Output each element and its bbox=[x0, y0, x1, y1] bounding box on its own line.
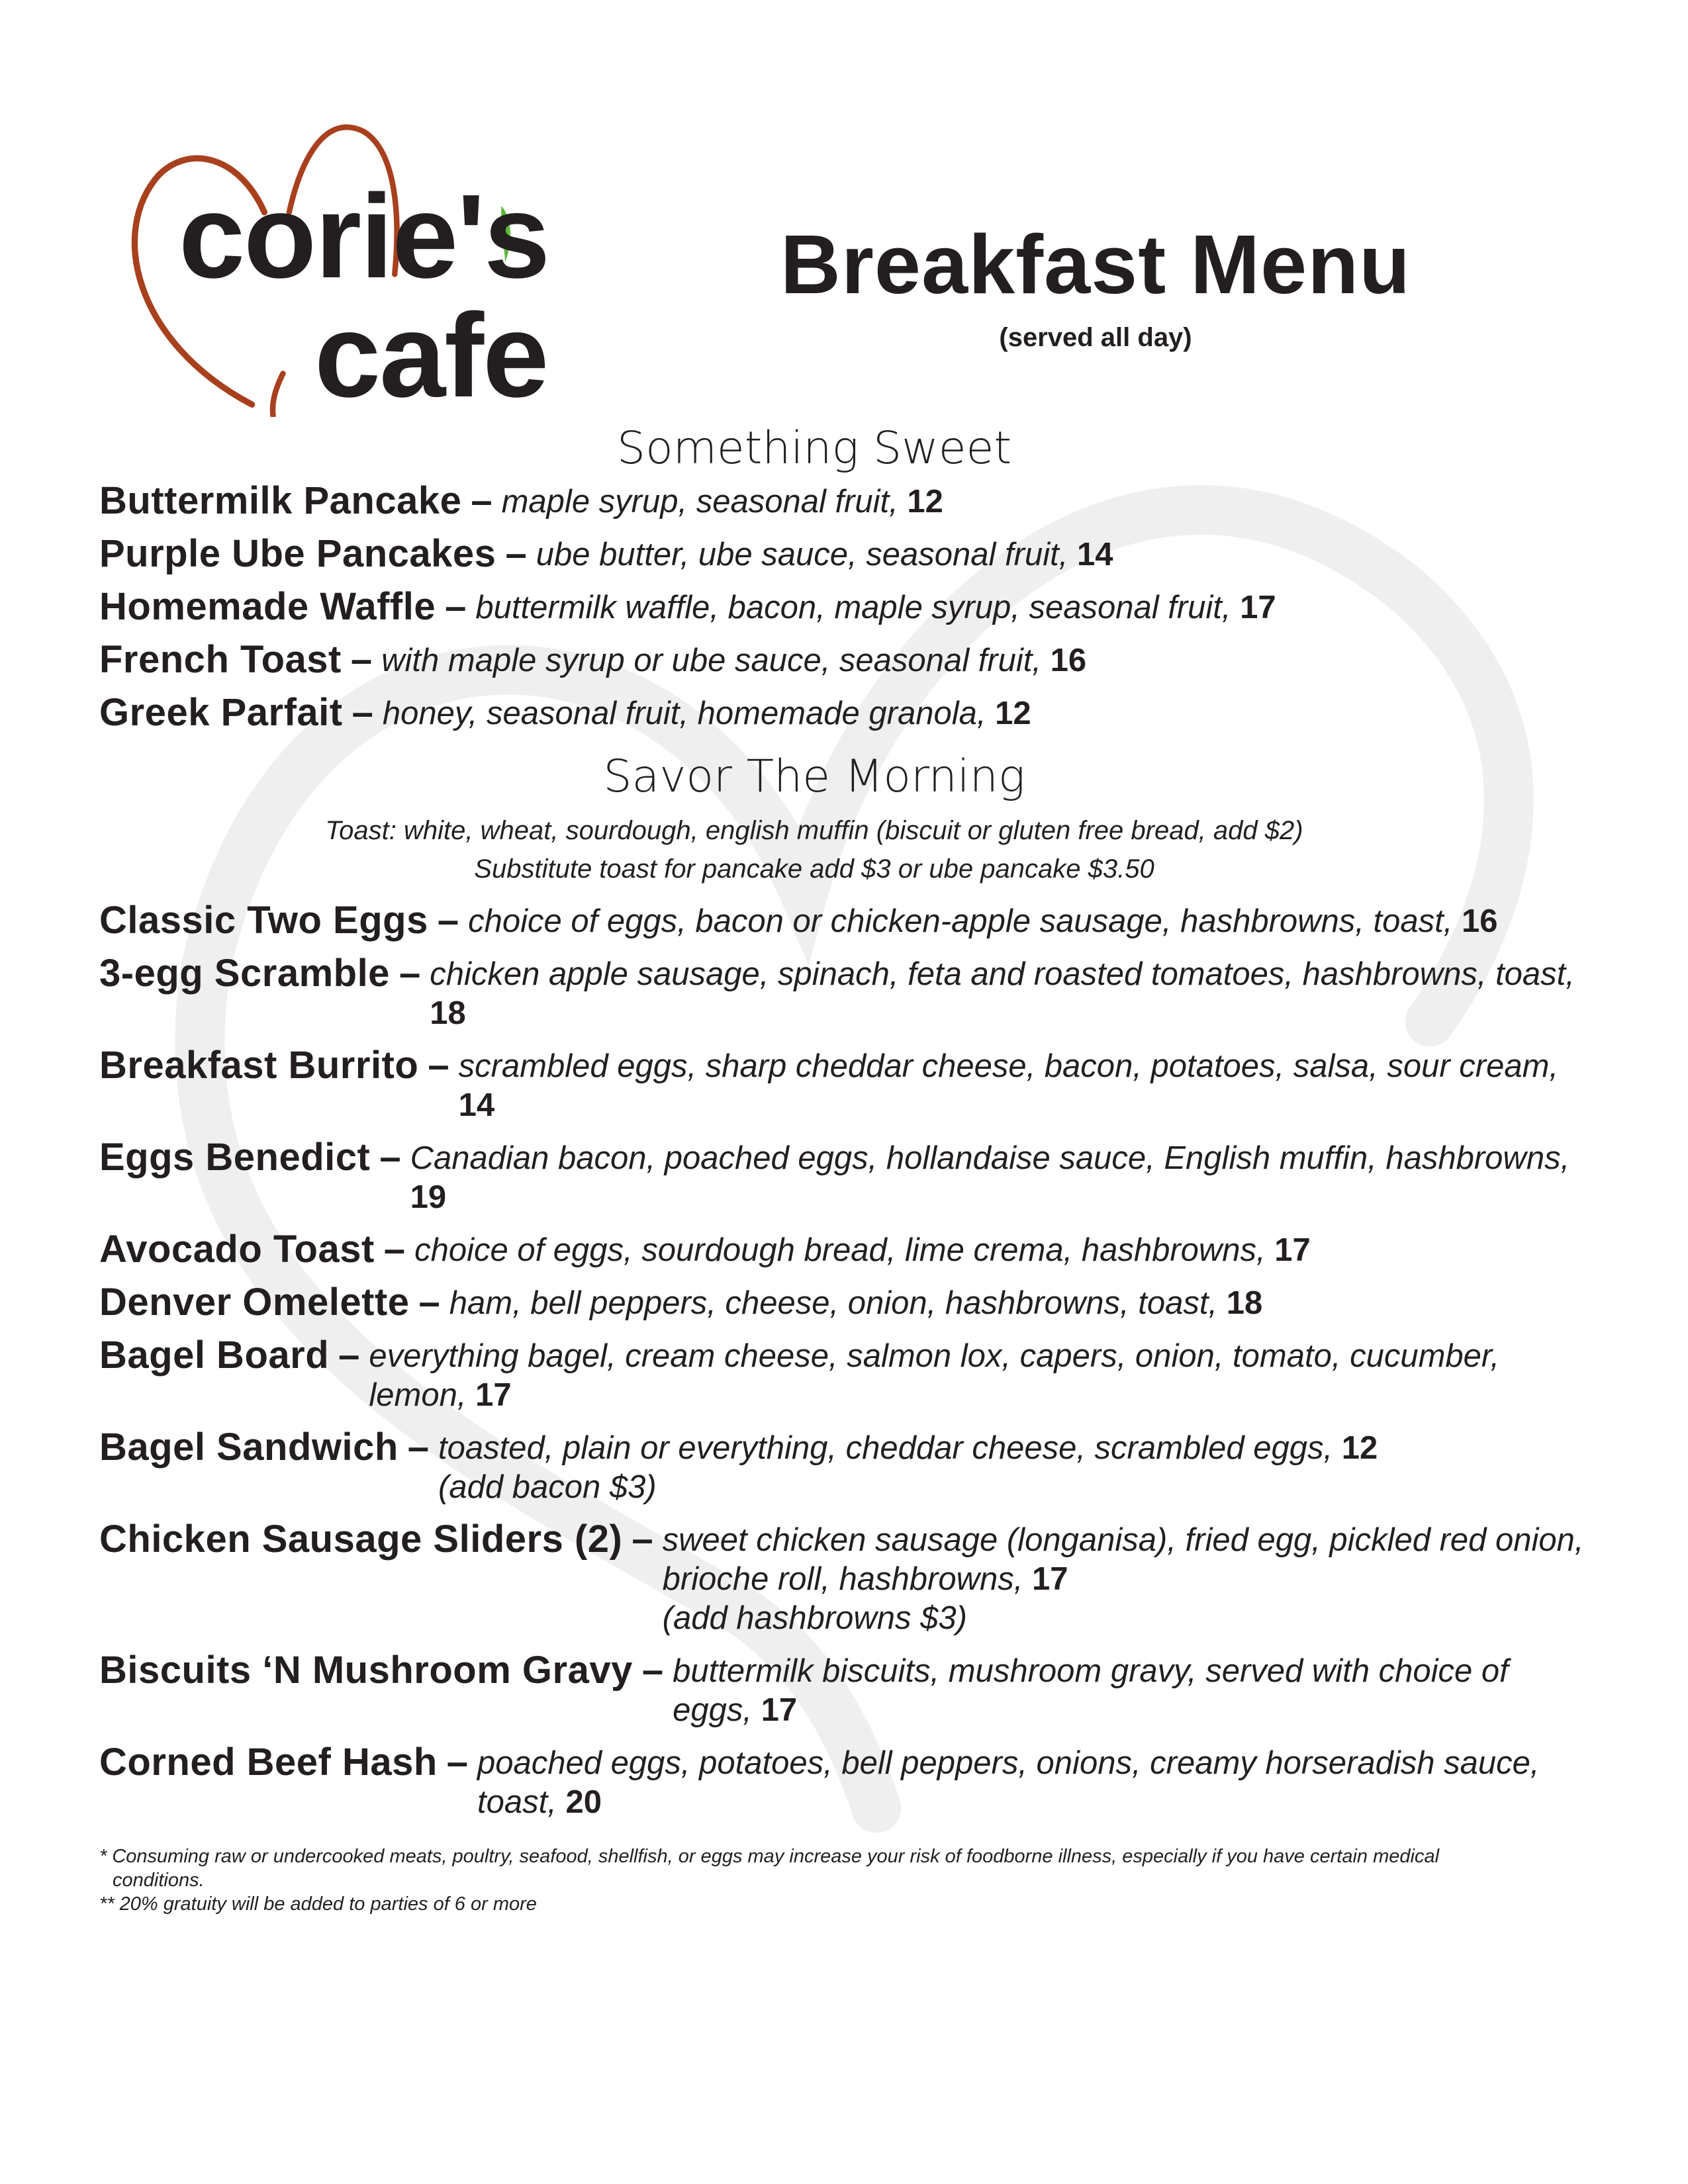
item-desc-text: Canadian bacon, poached eggs, hollandaise sauce, English muffin, hashbrowns, bbox=[410, 1140, 1570, 1176]
item-desc-text: poached eggs, potatoes, bell peppers, onions, creamy horseradish sauce, toast, bbox=[477, 1745, 1540, 1820]
item-name: Breakfast Burrito bbox=[99, 1044, 419, 1087]
menu-item bbox=[99, 586, 1589, 627]
item-desc-text: choice of eggs, bacon or chicken-apple sausage, hashbrowns, toast, bbox=[468, 903, 1453, 939]
item-name: Purple Ube Pancakes bbox=[99, 532, 496, 575]
item-description bbox=[381, 639, 1589, 680]
menu-item bbox=[99, 1045, 1589, 1125]
item-separator: – bbox=[471, 479, 492, 522]
item-price: 17 bbox=[1240, 590, 1276, 625]
substitute-note: Substitute toast for pancake add $3 or ube pancake $3.50 bbox=[474, 854, 1154, 884]
item-description bbox=[468, 900, 1589, 941]
item-name: Corned Beef Hash bbox=[99, 1741, 438, 1784]
item-separator: – bbox=[379, 1136, 401, 1179]
item-name: Denver Omelette bbox=[99, 1281, 410, 1324]
item-description bbox=[438, 1427, 1589, 1507]
item-addon: (add hashbrowns $3) bbox=[662, 1600, 967, 1636]
item-price: 12 bbox=[907, 484, 943, 520]
item-separator: – bbox=[446, 1741, 469, 1784]
item-price: 16 bbox=[1050, 643, 1087, 678]
item-separator: – bbox=[505, 532, 527, 575]
food-safety-note-cont: conditions. bbox=[113, 1870, 205, 1891]
item-desc-text: maple syrup, seasonal fruit, bbox=[501, 484, 898, 520]
item-desc-text: honey, seasonal fruit, homemade granola, bbox=[382, 696, 986, 731]
item-desc-text: buttermilk biscuits, mushroom gravy, served with choice of eggs, bbox=[673, 1653, 1509, 1728]
item-separator: – bbox=[632, 1518, 653, 1561]
item-separator: – bbox=[641, 1649, 664, 1692]
item-addon: (add bacon $3) bbox=[438, 1469, 657, 1505]
item-desc-text: chicken apple sausage, spinach, feta and roasted tomatoes, hashbrowns, toast, bbox=[430, 956, 1575, 992]
item-description bbox=[459, 1045, 1589, 1125]
item-desc-text: sweet chicken sausage (longanisa), fried egg, pickled red onion, brioche roll, hashbrowns, bbox=[662, 1522, 1584, 1597]
item-price: 17 bbox=[761, 1692, 798, 1728]
menu-item bbox=[99, 1650, 1589, 1730]
menu-item bbox=[99, 900, 1589, 941]
section-savor-the-morning bbox=[99, 745, 1589, 1822]
item-price: 17 bbox=[1031, 1561, 1068, 1597]
item-separator: – bbox=[383, 1228, 406, 1271]
item-separator: – bbox=[352, 691, 373, 734]
item-separator: – bbox=[428, 1044, 449, 1087]
menu-item bbox=[99, 953, 1589, 1033]
item-price: 14 bbox=[458, 1087, 495, 1123]
section-heading: Savor The Morning bbox=[603, 751, 1025, 803]
item-separator: – bbox=[350, 638, 373, 681]
item-separator: – bbox=[338, 1334, 360, 1377]
section-heading: Something Sweet bbox=[616, 422, 1012, 475]
item-description bbox=[502, 480, 1589, 522]
item-price: 18 bbox=[1226, 1285, 1263, 1321]
item-description bbox=[663, 1519, 1589, 1638]
item-name: Chicken Sausage Sliders (2) bbox=[99, 1518, 623, 1561]
item-name: Homemade Waffle bbox=[99, 585, 436, 628]
item-name: Avocado Toast bbox=[99, 1228, 375, 1271]
item-name: Buttermilk Pancake bbox=[99, 479, 462, 522]
item-desc-text: ham, bell peppers, cheese, onion, hashbrowns, toast, bbox=[449, 1285, 1218, 1321]
item-desc-text: with maple syrup or ube sauce, seasonal fruit, bbox=[381, 643, 1041, 678]
item-name: French Toast bbox=[99, 638, 342, 681]
menu-item bbox=[99, 533, 1589, 574]
item-desc-text: everything bagel, cream cheese, salmon lox, capers, onion, tomato, cucumber, lemon, bbox=[369, 1338, 1500, 1413]
item-desc-text: scrambled eggs, sharp cheddar cheese, bacon, potatoes, salsa, sour cream, bbox=[458, 1048, 1559, 1084]
item-name: 3-egg Scramble bbox=[99, 952, 390, 995]
menu-item bbox=[99, 1229, 1589, 1270]
item-name: Eggs Benedict bbox=[99, 1136, 371, 1179]
menu-item bbox=[99, 692, 1589, 733]
item-price: 18 bbox=[430, 995, 466, 1031]
logo-text-cories: corie's bbox=[179, 170, 549, 303]
item-price: 14 bbox=[1076, 537, 1113, 572]
menu-item bbox=[99, 1742, 1589, 1822]
toast-note: Toast: white, wheat, sourdough, english muffin (biscuit or gluten free bread, add $2) bbox=[325, 816, 1303, 845]
item-description bbox=[477, 1742, 1589, 1822]
menu-content bbox=[99, 417, 1589, 1916]
menu-item bbox=[99, 1335, 1589, 1415]
footer-disclaimer bbox=[99, 1844, 1595, 1916]
item-name: Greek Parfait bbox=[99, 691, 343, 734]
item-description bbox=[449, 1282, 1589, 1323]
item-separator: – bbox=[399, 952, 421, 995]
food-safety-note: * Consuming raw or undercooked meats, poultry, seafood, shellfish, or eggs may increase your risk of foodborne illness, especially if you have certain medical bbox=[99, 1846, 1440, 1867]
item-separator: – bbox=[407, 1426, 430, 1469]
item-desc-text: choice of eggs, sourdough bread, lime crema, hashbrowns, bbox=[414, 1232, 1266, 1268]
item-price: 12 bbox=[1341, 1430, 1378, 1466]
menu-item bbox=[99, 1137, 1589, 1217]
item-name: Biscuits ‘N Mushroom Gravy bbox=[99, 1649, 633, 1692]
section-something-sweet bbox=[99, 417, 1589, 733]
menu-item bbox=[99, 1519, 1589, 1638]
item-desc-text: toasted, plain or everything, cheddar cheese, scrambled eggs, bbox=[438, 1430, 1333, 1466]
item-description bbox=[410, 1137, 1589, 1217]
item-separator: – bbox=[437, 899, 459, 942]
page-subtitle: (served all day) bbox=[999, 323, 1192, 352]
item-price: 12 bbox=[995, 696, 1031, 731]
item-name: Bagel Sandwich bbox=[99, 1426, 399, 1469]
item-price: 17 bbox=[1274, 1232, 1311, 1268]
item-name: Classic Two Eggs bbox=[99, 899, 428, 942]
menu-item bbox=[99, 480, 1589, 522]
item-description bbox=[475, 586, 1589, 627]
item-price: 20 bbox=[565, 1784, 602, 1820]
menu-item bbox=[99, 1282, 1589, 1323]
item-description bbox=[369, 1335, 1589, 1415]
logo-text-cafe: cafe bbox=[314, 289, 548, 422]
menu-item bbox=[99, 1427, 1589, 1507]
item-description bbox=[414, 1229, 1589, 1270]
item-price: 17 bbox=[475, 1377, 512, 1413]
item-separator: – bbox=[418, 1281, 440, 1324]
item-price: 19 bbox=[410, 1179, 447, 1215]
item-description bbox=[430, 953, 1589, 1033]
item-separator: – bbox=[445, 585, 467, 628]
item-price: 16 bbox=[1462, 903, 1498, 939]
item-description bbox=[673, 1650, 1589, 1730]
item-name: Bagel Board bbox=[99, 1334, 330, 1377]
item-desc-text: buttermilk waffle, bacon, maple syrup, seasonal fruit, bbox=[475, 590, 1231, 625]
gratuity-note: ** 20% gratuity will be added to parties of 6 or more bbox=[99, 1893, 537, 1915]
item-desc-text: ube butter, ube sauce, seasonal fruit, bbox=[536, 537, 1068, 572]
section-notes bbox=[40, 811, 1589, 888]
item-description bbox=[536, 533, 1589, 574]
page-title: Breakfast Menu bbox=[780, 218, 1411, 311]
cafe-logo bbox=[93, 119, 622, 422]
item-description bbox=[383, 692, 1589, 733]
menu-item bbox=[99, 639, 1589, 680]
